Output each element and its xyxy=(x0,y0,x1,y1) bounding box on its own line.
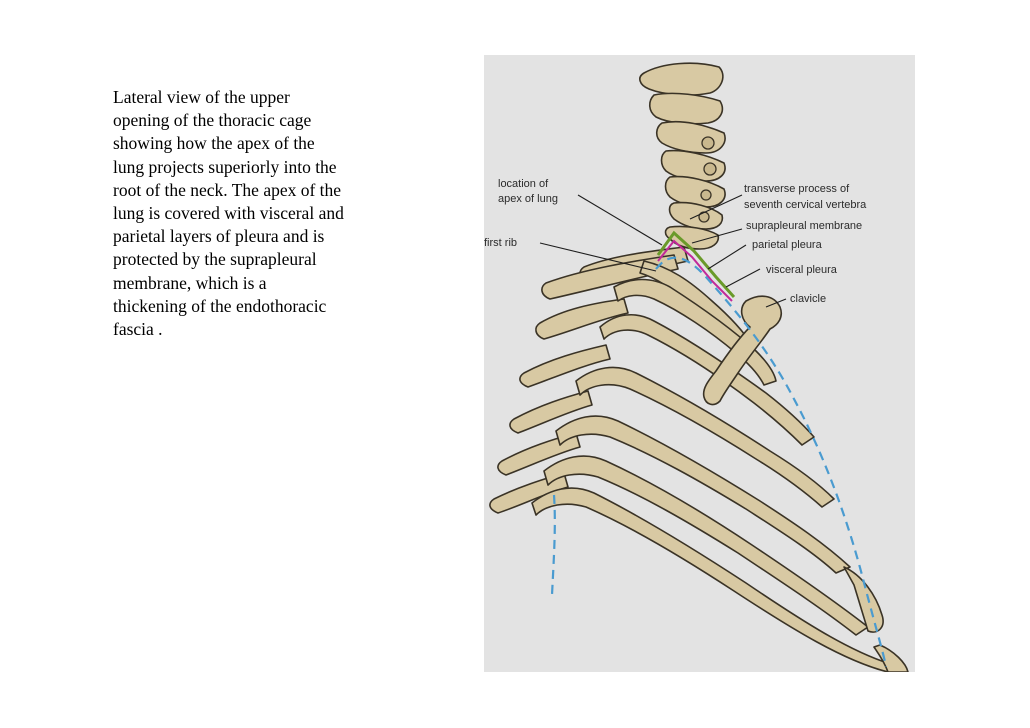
label-transverse-process: transverse process of xyxy=(744,183,850,195)
caption-line: parietal layers of pleura and is xyxy=(113,226,325,247)
label-first-rib: first rib xyxy=(484,237,517,249)
pleura-lines xyxy=(552,233,886,667)
anatomy-figure xyxy=(484,55,915,672)
caption-line: membrane, which is a xyxy=(113,272,267,293)
caption-line: Lateral view of the upper xyxy=(113,87,290,107)
caption-line: thickening of the endothoracic xyxy=(113,295,327,316)
caption-line: showing how the apex of the xyxy=(113,133,315,154)
label-visceral-pleura: visceral pleura xyxy=(766,264,837,276)
caption-line: lung is covered with visceral and xyxy=(113,203,344,224)
vertebral-column xyxy=(640,63,725,249)
label-apex-of-lung: apex of lung xyxy=(498,193,558,205)
caption-line: lung projects superiorly into the xyxy=(113,156,337,177)
label-parietal-pleura: parietal pleura xyxy=(752,239,822,251)
figure-caption xyxy=(113,86,413,341)
caption-line: protected by the suprapleural xyxy=(113,249,317,270)
caption-line: opening of the thoracic cage xyxy=(113,110,312,131)
label-clavicle: clavicle xyxy=(790,293,827,305)
caption-line: root of the neck. The apex of the xyxy=(113,179,342,200)
label-suprapleural-membrane: suprapleural membrane xyxy=(746,220,863,232)
caption-line: fascia . xyxy=(113,319,163,340)
thoracic-cage-illustration xyxy=(484,55,915,672)
label-seventh-cervical-vertebra: seventh cervical vertebra xyxy=(744,199,867,211)
label-location-of: location of xyxy=(498,178,549,190)
